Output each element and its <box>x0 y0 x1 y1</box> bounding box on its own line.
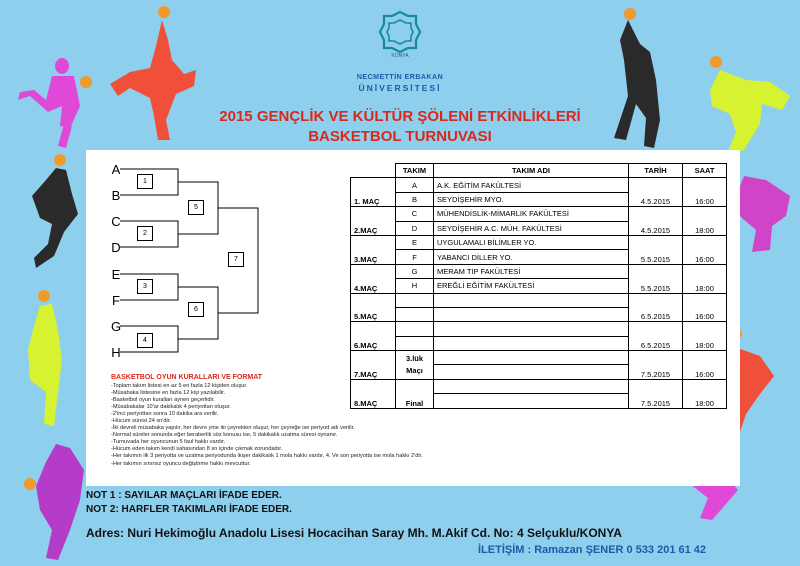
team-letter-b: B <box>111 188 121 203</box>
team-code: G <box>396 264 434 278</box>
table-row <box>351 207 727 221</box>
team-letter-h: H <box>111 345 121 360</box>
team-name <box>434 365 629 379</box>
match-time: 16:00 <box>683 178 727 207</box>
match-date: 4.5.2015 <box>629 207 683 236</box>
rule-item: -Hücum süresi 24 sn'dir. <box>111 418 171 425</box>
rule-item: -Turnuvada her oyuncunun 5 faul hakkı vardır. <box>111 439 226 446</box>
university-logo-icon <box>378 10 422 58</box>
university-name-line2: ÜNİVERSİTESİ <box>358 83 442 93</box>
team-name <box>434 379 629 393</box>
team-name: SEYDİŞEHİR MYO. <box>434 192 629 206</box>
table-row <box>351 264 727 278</box>
match-label: 8.MAÇ <box>351 379 396 408</box>
team-letter-g: G <box>110 319 122 334</box>
tournament-title: BASKETBOL TURNUVASI <box>308 128 492 145</box>
team-code: C <box>396 207 434 221</box>
rule-item: -2'inci periyottan sonra 10 dakika ara verilir. <box>111 411 219 418</box>
match-date: 5.5.2015 <box>629 235 683 264</box>
event-title: 2015 GENÇLİK VE KÜLTÜR ŞÖLENİ ETKİNLİKLERİ <box>219 108 581 125</box>
header-takim: TAKIM <box>396 164 434 178</box>
team-code <box>396 293 434 307</box>
match-box-7: 7 <box>228 252 244 267</box>
yellow-player-right-icon <box>710 56 790 156</box>
dark-player-left-icon <box>32 154 78 268</box>
logo-text: KONYA <box>391 53 409 58</box>
match-label: 7.MAÇ <box>351 351 396 380</box>
match-time: 16:00 <box>683 235 727 264</box>
yellow-player-left-icon <box>28 290 62 426</box>
team-name <box>434 293 629 307</box>
match-date: 4.5.2015 <box>629 178 683 207</box>
match-label: 6.MAÇ <box>351 322 396 351</box>
university-name-line1: NECMETTİN ERBAKAN <box>356 74 444 81</box>
match-note: Final <box>396 379 434 408</box>
team-letter-e: E <box>111 267 121 282</box>
table-row <box>351 235 727 249</box>
team-name <box>434 351 629 365</box>
match-box-4: 4 <box>137 333 153 348</box>
team-name: UYGULAMALI BİLİMLER YO. <box>434 235 629 249</box>
match-time: 16:00 <box>683 351 727 380</box>
team-code: H <box>396 279 434 293</box>
match-time: 18:00 <box>683 264 727 293</box>
table-row <box>351 293 727 307</box>
match-time: 18:00 <box>683 322 727 351</box>
table-row <box>351 351 727 365</box>
match-label: 2.MAÇ <box>351 207 396 236</box>
rule-item: -Müsabaka listesine en fazla 12 kişi yazılabilir. <box>111 390 226 397</box>
rule-item: -Her takımın sınırsız oyuncu değiştirme hakkı mevcuttur. <box>111 460 251 467</box>
header-tarih: TARİH <box>629 164 683 178</box>
team-name: SEYDİŞEHİR A.C. MÜH. FAKÜLTESİ <box>434 221 629 235</box>
rules-title: BASKETBOL OYUN KURALLARI VE FORMAT <box>111 374 263 381</box>
team-code: B <box>396 192 434 206</box>
team-code: A <box>396 178 434 192</box>
match-label: 1. MAÇ <box>351 178 396 207</box>
team-letter-f: F <box>112 293 120 308</box>
table-row <box>351 322 727 336</box>
match-date: 6.5.2015 <box>629 322 683 351</box>
header-saat: SAAT <box>683 164 727 178</box>
dark-player-top-right-icon <box>614 8 660 148</box>
team-name: MERAM TIP FAKÜLTESİ <box>434 264 629 278</box>
match-box-3: 3 <box>137 279 153 294</box>
team-code <box>396 322 434 336</box>
rule-item: -Basketbol oyun kuralları aynen geçerlidir. <box>111 397 215 404</box>
rule-item: -Hücum eden takım kendi sahasından 8 sn içinde çıkmak zorundadır. <box>111 446 283 453</box>
header-takim-adi: TAKIM ADI <box>434 164 629 178</box>
team-name <box>434 307 629 321</box>
rule-item: -Normal süreler sonunda eğer beraberlik söz konusu ise, 5 dakikalık uzatma süresi oynanır. <box>111 432 338 439</box>
team-letter-a: A <box>111 162 121 177</box>
address-line: Adres: Nuri Hekimoğlu Anadolu Lisesi Hocacihan Saray Mh. M.Akif Cd. No: 4 Selçuklu/KONYA <box>86 526 622 540</box>
team-name <box>434 336 629 350</box>
team-name: A.K. EĞİTİM FAKÜLTESİ <box>434 178 629 192</box>
table-header-row <box>351 164 727 178</box>
tournament-bracket <box>86 150 366 370</box>
team-code: F <box>396 250 434 264</box>
match-note: 3.lük Maçı <box>396 351 434 380</box>
note-2: NOT 2: HARFLER TAKIMLARI İFADE EDER. <box>86 504 292 515</box>
match-label: 3.MAÇ <box>351 235 396 264</box>
match-date: 6.5.2015 <box>629 293 683 322</box>
purple-player-bottom-left-icon <box>24 444 84 560</box>
team-code <box>396 336 434 350</box>
contact-line: İLETİŞİM : Ramazan ŞENER 0 533 201 61 42 <box>478 544 707 556</box>
table-row <box>351 379 727 393</box>
team-letter-d: D <box>111 240 121 255</box>
note-1: NOT 1 : SAYILAR MAÇLARI İFADE EDER. <box>86 490 282 501</box>
team-letter-c: C <box>111 214 121 229</box>
match-time: 18:00 <box>683 379 727 408</box>
match-label: 5.MAÇ <box>351 293 396 322</box>
match-time: 16:00 <box>683 293 727 322</box>
team-name: MÜHENDİSLİK-MİMARLIK FAKÜLTESİ <box>434 207 629 221</box>
rule-item: -Toplam takım listesi en az 5 en fazla 12 kişiden oluşur. <box>111 383 248 389</box>
rule-item: -Müsabakalar 10'ar dakikalık 4 periyottan oluşur. <box>111 404 231 411</box>
match-box-2: 2 <box>137 226 153 241</box>
team-name <box>434 394 629 408</box>
match-time: 18:00 <box>683 207 727 236</box>
rule-item: -İki devreli müsabaka yapılır, her devre yine iki çeyrekten oluşur, her çeyreğe ise periyod adı verilir. <box>111 425 355 432</box>
match-date: 7.5.2015 <box>629 379 683 408</box>
rule-item: -Her takımın ilk 3 periyotta ve uzatma periyodunda ikişer dakikalık 1 mola hakkı vardır, 4. Ve son periyotta ise mola hakkı 2'dir. <box>111 453 423 460</box>
team-name: EREĞLİ EĞİTİM FAKÜLTESİ <box>434 279 629 293</box>
team-code: E <box>396 235 434 249</box>
match-date: 7.5.2015 <box>629 351 683 380</box>
pink-player-top-left-icon <box>18 58 92 148</box>
match-box-1: 1 <box>137 174 153 189</box>
match-box-5: 5 <box>188 200 204 215</box>
match-label: 4.MAÇ <box>351 264 396 293</box>
team-name <box>434 322 629 336</box>
match-date: 5.5.2015 <box>629 264 683 293</box>
team-code: D <box>396 221 434 235</box>
match-box-6: 6 <box>188 302 204 317</box>
table-row <box>351 178 727 192</box>
team-code <box>396 307 434 321</box>
schedule-table <box>350 163 727 409</box>
team-name: YABANCI DİLLER YO. <box>434 250 629 264</box>
